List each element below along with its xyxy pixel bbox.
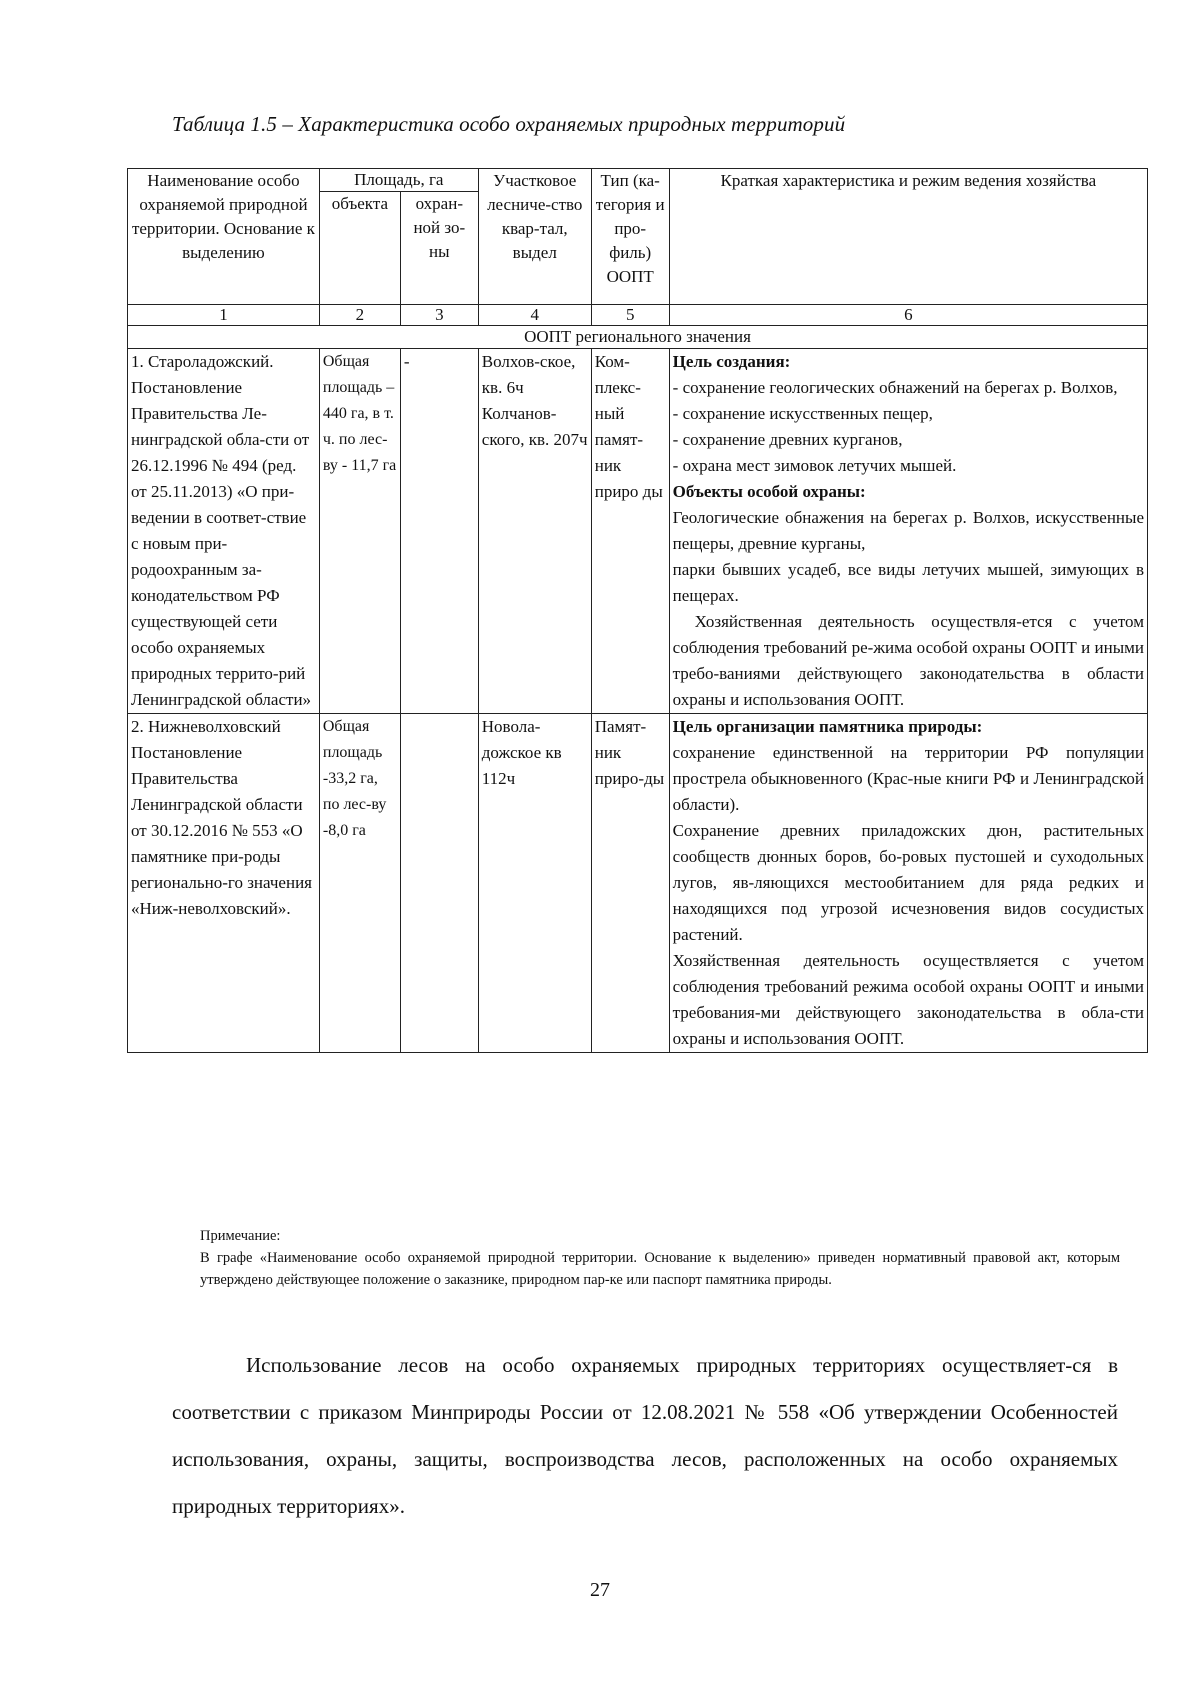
row2-area-object: Общая площадь -33,2 га, по лес-ву -8,0 га: [319, 714, 400, 1053]
header-row: [128, 169, 1148, 192]
row1-goal-title: Цель создания:: [672, 352, 791, 371]
row1-goal-item: - охрана мест зимовок летучих мышей.: [672, 456, 957, 475]
row2-regime-text: Хозяйственная деятельность осуществляется с учетом соблюдения требований режима особой охраны ООПТ и иными требования-ми действующего законодательства в обла-сти охраны и использования ООПТ.: [672, 951, 1144, 1048]
row1-goal-item: - сохранение геологических обнажений на берегах р. Волхов,: [672, 378, 1118, 397]
table-caption: Таблица 1.5 – Характеристика особо охраняемых природных территорий: [172, 112, 846, 136]
col-num-5: 5: [591, 305, 669, 326]
table-note: [200, 1225, 1120, 1291]
col-num-3: 3: [400, 305, 478, 326]
section-row: [128, 326, 1148, 349]
row2-goal-text: сохранение единственной на территории РФ популяции прострела обыкновенного (Крас-ные книги РФ и Ленинградской области).: [672, 743, 1144, 814]
header-area-object: объекта: [319, 192, 400, 305]
row1-objects-text2: парки бывших усадеб, все виды летучих мышей, зимующих в пещерах.: [672, 560, 1144, 605]
table-row: [128, 714, 1148, 1053]
header-area-zone: охран-ной зо-ны: [400, 192, 478, 305]
row1-area-object: Общая площадь – 440 га, в т. ч. по лес-ву - 11,7 га: [319, 349, 400, 714]
row2-area-zone: [400, 714, 478, 1053]
header-area: Площадь, га: [319, 169, 478, 192]
col-num-1: 1: [128, 305, 320, 326]
header-type: Тип (ка-тегория и про-филь) ООПТ: [591, 169, 669, 305]
row1-type: Ком-плекс-ный памят-ник приро ды: [591, 349, 669, 714]
row2-goal-title: Цель организации памятника природы:: [672, 717, 983, 736]
column-numbers-row: [128, 305, 1148, 326]
note-body: В графе «Наименование особо охраняемой природной территории. Основание к выделению» приведен нормативный правовой акт, которым утверждено действующее положение о заказнике, природном пар-ке или паспорт памятника природы.: [200, 1250, 1120, 1288]
row1-forestry: Волхов-ское, кв. 6ч Колчанов-ского, кв. 207ч: [478, 349, 591, 714]
row1-description: [669, 349, 1147, 714]
header-description: Краткая характеристика и режим ведения хозяйства: [669, 169, 1147, 305]
row1-area-zone: -: [400, 349, 478, 714]
section-title: ООПТ регионального значения: [128, 326, 1148, 349]
col-num-6: 6: [669, 305, 1147, 326]
row2-description: [669, 714, 1147, 1053]
row2-forestry: Новола-дожское кв 112ч: [478, 714, 591, 1053]
row1-objects-text: Геологические обнажения на берегах р. Волхов, искусственные пещеры, древние курганы,: [672, 508, 1144, 553]
row2-type: Памят-ник приро-ды: [591, 714, 669, 1053]
row1-name: 1. Староладожский. Постановление Правительства Ле-нинградской обла-сти от 26.12.1996 № 494 (ред. от 25.11.2013) «О при-ведении в соответ-ствие с новым при-родоохранным за-конодательством РФ существующей сети особо охраняемых природных террито-рий Ленинградской области»: [128, 349, 320, 714]
col-num-2: 2: [319, 305, 400, 326]
row1-goal-item: - сохранение искусственных пещер,: [672, 404, 933, 423]
paragraph-text: Использование лесов на особо охраняемых природных территориях осуществляет-ся в соответствии с приказом Минприроды России от 12.08.2021 № 558 «Об утверждении Особенностей использования, охраны, защиты, воспроизводства лесов, расположенных на особо охраняемых природных территориях».: [172, 1353, 1118, 1518]
col-num-4: 4: [478, 305, 591, 326]
oopt-table: [127, 168, 1148, 1053]
row2-name: 2. Нижневолховский Постановление Правительства Ленинградской области от 30.12.2016 № 553 «О памятнике при-роды регионально-го значения «Ниж-неволховский».: [128, 714, 320, 1053]
row1-regime-text: Хозяйственная деятельность осуществля-ется с учетом соблюдения требований ре-жима особой охраны ООПТ и иными требо-ваниями действующего законодательства в области охраны и использования ООПТ.: [672, 612, 1144, 709]
row1-goal-item: - сохранение древних курганов,: [672, 430, 903, 449]
header-forestry: Участковое лесниче-ство квар-тал, выдел: [478, 169, 591, 305]
row1-objects-title: Объекты особой охраны:: [672, 482, 866, 501]
page-number: 27: [590, 1579, 610, 1601]
body-paragraph: [172, 1342, 1118, 1530]
header-name: Наименование особо охраняемой природной территории. Основание к выделению: [128, 169, 320, 305]
table-row: [128, 349, 1148, 714]
note-title: Примечание:: [200, 1228, 281, 1244]
row2-goal-text2: Сохранение древних приладожских дюн, растительных сообществ дюнных боров, бо-ровых пустошей и суходольных лугов, яв-ляющихся местообитанием для ряда редких и находящихся под угрозой исчезновения видов сосудистых растений.: [672, 821, 1144, 944]
